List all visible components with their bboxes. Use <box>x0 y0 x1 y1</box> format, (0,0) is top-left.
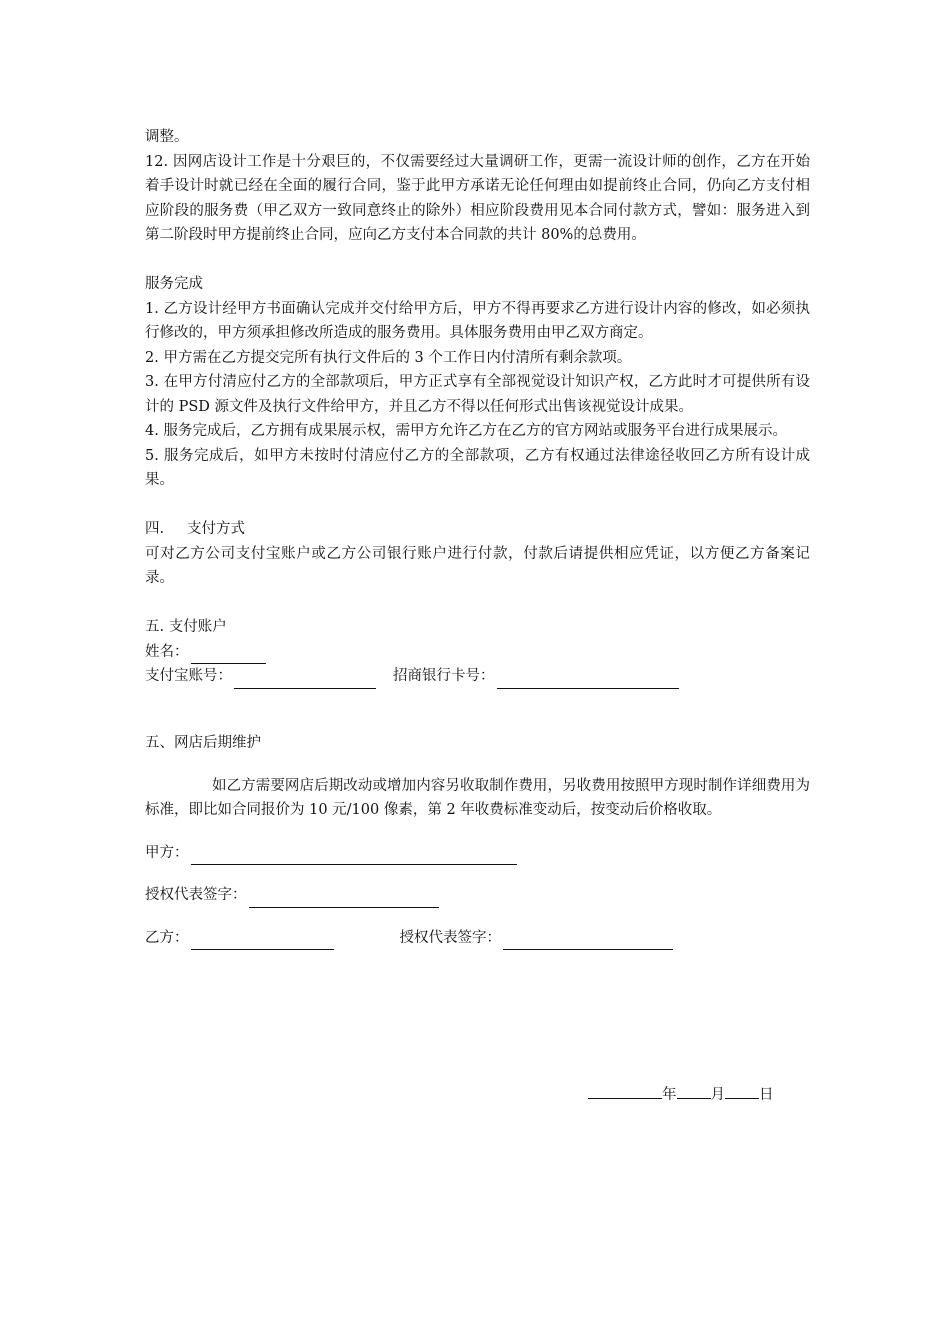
contract-page <box>145 125 810 950</box>
party-a-label: 甲方： <box>145 844 189 861</box>
day-blank[interactable] <box>725 1080 759 1099</box>
name-label: 姓名： <box>145 643 189 660</box>
party-b-label: 乙方： <box>145 929 189 946</box>
day-label: 日 <box>759 1087 774 1103</box>
auth-rep-blank[interactable] <box>249 889 439 908</box>
continued-text: 调整。 <box>145 129 189 145</box>
service-item-4: 4. 服务完成后，乙方拥有成果展示权，需甲方允许乙方在乙方的官方网站或服务平台进行成果展示。 <box>145 423 787 439</box>
name-blank[interactable] <box>191 645 266 664</box>
party-a-blank[interactable] <box>191 846 517 865</box>
payment-account-heading: 五. 支付账户 <box>145 619 227 635</box>
date-row <box>588 1080 774 1108</box>
year-label: 年 <box>662 1087 677 1103</box>
party-b-row <box>145 926 810 951</box>
payment-method-title: 支付方式 <box>187 521 245 537</box>
party-a-row <box>145 841 810 866</box>
party-b-auth-blank[interactable] <box>503 931 673 950</box>
alipay-blank[interactable] <box>234 670 376 689</box>
maintenance-text: 如乙方需要网店后期改动或增加内容另收取制作费用，另收费用按照甲方现时制作详细费用为标准，即比如合同报价为 10 元/100 像素，第 2 年收费标准变动后，按变动后价格收取。 <box>145 777 810 818</box>
year-blank[interactable] <box>588 1080 662 1099</box>
service-item-5: 5. 服务完成后，如甲方未按时付清应付乙方的全部款项，乙方有权通过法律途径收回乙方所有设计成果。 <box>145 447 810 488</box>
service-item-1: 1. 乙方设计经甲方书面确认完成并交付给甲方后，甲方不得再要求乙方进行设计内容的修改，如必须执行修改的，甲方须承担修改所造成的服务费用。具体服务费用由甲乙双方商定。 <box>145 300 810 341</box>
service-item-2: 2. 甲方需在乙方提交完所有执行文件后的 3 个工作日内付清所有剩余款项。 <box>145 349 632 366</box>
party-b-auth-label: 授权代表签字： <box>399 929 501 946</box>
bank-label: 招商银行卡号： <box>393 668 495 684</box>
maintenance-heading: 五、网店后期维护 <box>145 735 261 751</box>
service-completion-heading: 服务完成 <box>145 276 203 292</box>
month-label: 月 <box>710 1087 725 1103</box>
bank-blank[interactable] <box>497 670 679 689</box>
payment-method-number: 四. <box>145 521 165 537</box>
name-row <box>145 640 810 665</box>
auth-rep-row <box>145 883 810 908</box>
clause-12: 12. 因网店设计工作是十分艰巨的，不仅需要经过大量调研工作，更需一流设计师的创作，乙方在开始着手设计时就已经在全面的履行合同，鉴于此甲方承诺无论任何理由如提前终止合同，仍向乙方支付相应阶段的服务费（甲乙双方一致同意终止的除外）相应阶段费用见本合同付款方式，譬如：服务进入到第二阶段时甲方提前终止合同，应向乙方支付本合同款的共计 80%的总费用。 <box>145 153 810 243</box>
payment-method-heading <box>145 517 810 542</box>
auth-rep-label: 授权代表签字： <box>145 887 247 903</box>
account-row <box>145 664 810 689</box>
month-blank[interactable] <box>677 1080 711 1099</box>
service-item-3: 3. 在甲方付清应付乙方的全部款项后，甲方正式享有全部视觉设计知识产权，乙方此时才可提供所有设计的 PSD 源文件及执行文件给甲方，并且乙方不得以任何形式出售该视觉设计成果。 <box>145 374 810 415</box>
payment-method-text: 可对乙方公司支付宝账户或乙方公司银行账户进行付款，付款后请提供相应凭证，以方便乙方备案记录。 <box>145 545 810 586</box>
party-b-blank[interactable] <box>191 931 334 950</box>
alipay-label: 支付宝账号： <box>145 668 232 684</box>
